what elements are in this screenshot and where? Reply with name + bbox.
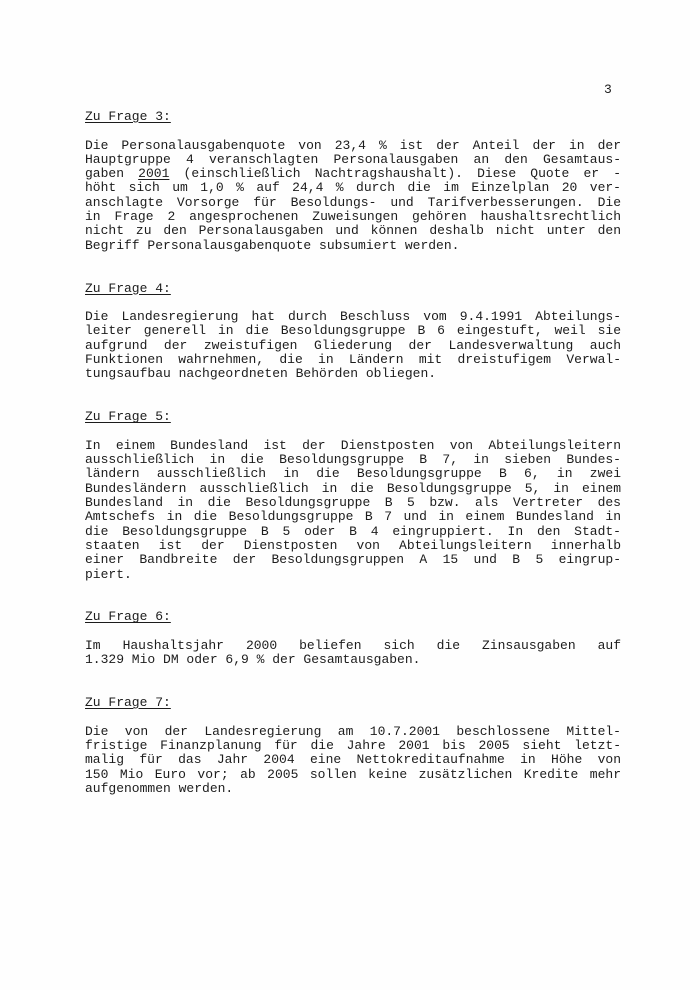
question-heading-text: Zu Frage 3: bbox=[85, 109, 171, 124]
paragraph-line: die Besoldungsgruppe B 5 oder B 4 eingruppiert. In den Stadt- bbox=[85, 523, 621, 539]
paragraph-line: ländern ausschließlich in die Besoldungsgruppe B 6, in zwei bbox=[85, 466, 621, 482]
page-number: 3 bbox=[604, 82, 612, 97]
paragraph-line: Bundesland in die Besoldungsgruppe B 5 bzw. als Vertreter des bbox=[85, 495, 621, 511]
paragraph-line: piert. bbox=[85, 566, 132, 582]
question-heading-text: Zu Frage 7: bbox=[85, 695, 171, 711]
paragraph-line: anschlagte Vorsorge für Besoldungs- und Tarifverbesserungen. Die bbox=[85, 194, 621, 210]
paragraph-line: Die von der Landesregierung am 10.7.2001 beschlossene Mittel- bbox=[85, 723, 621, 739]
answer-paragraph bbox=[85, 639, 621, 668]
answer-paragraph bbox=[85, 439, 621, 582]
paragraph-line: Die Personalausgabenquote von 23,4 % ist der Anteil der in der bbox=[85, 137, 621, 153]
paragraph-line: aufgenommen werden. bbox=[85, 780, 234, 796]
question-section bbox=[85, 282, 621, 382]
answer-paragraph bbox=[85, 139, 621, 253]
paragraph-line: 1.329 Mio DM oder 6,9 % der Gesamtausgaben. bbox=[85, 652, 421, 668]
paragraph-line: staaten ist der Dienstposten von Abteilungsleitern innerhalb bbox=[85, 537, 621, 553]
paragraph-line: tungsaufbau nachgeordneten Behörden obliegen. bbox=[85, 366, 437, 382]
paragraph-line: einer Bandbreite der Besoldungsgruppen A 15 und B 5 eingrup- bbox=[85, 552, 621, 568]
question-heading bbox=[85, 696, 621, 710]
question-heading-text: Zu Frage 5: bbox=[85, 409, 171, 425]
question-section bbox=[85, 696, 621, 796]
document-content bbox=[85, 110, 621, 796]
paragraph-line: Die Landesregierung hat durch Beschluss vom 9.4.1991 Abteilungs- bbox=[85, 309, 621, 325]
paragraph-line: Bundesländern ausschließlich in die Besoldungsgruppe 5, in einem bbox=[85, 480, 621, 496]
paragraph-line: gaben 2001 (einschließlich Nachtragshaushalt). Diese Quote er - bbox=[85, 166, 622, 182]
paragraph-line: aufgrund der zweistufigen Gliederung der Landesverwaltung auch bbox=[85, 337, 621, 353]
paragraph-line: leiter generell in die Besoldungsgruppe B 6 eingestuft, weil sie bbox=[85, 323, 621, 339]
paragraph-line: ausschließlich in die Besoldungsgruppe B 7, in sieben Bundes- bbox=[85, 452, 621, 468]
question-section bbox=[85, 610, 621, 667]
question-heading bbox=[85, 610, 621, 624]
paragraph-line: höht sich um 1,0 % auf 24,4 % durch die im Einzelplan 20 ver- bbox=[85, 180, 621, 196]
paragraph-line: Funktionen wahrnehmen, die in Ländern mit dreistufigem Verwal- bbox=[85, 352, 621, 368]
underlined-text: 2001 bbox=[138, 166, 170, 182]
answer-paragraph bbox=[85, 310, 621, 381]
paragraph-line: 150 Mio Euro vor; ab 2005 sollen keine zusätzlichen Kredite mehr bbox=[85, 766, 621, 782]
question-section bbox=[85, 410, 621, 582]
question-heading bbox=[85, 110, 621, 124]
paragraph-line: Hauptgruppe 4 veranschlagten Personalausgaben an den Gesamtaus- bbox=[85, 151, 621, 167]
answer-paragraph bbox=[85, 725, 621, 796]
question-heading-text: Zu Frage 6: bbox=[85, 609, 171, 625]
paragraph-line: Begriff Personalausgabenquote subsumiert werden. bbox=[85, 237, 460, 253]
paragraph-line: fristige Finanzplanung für die Jahre 2001 bis 2005 sieht letzt- bbox=[85, 738, 621, 754]
paragraph-line: Amtschefs in die Besoldungsgruppe B 7 und in einem Bundesland in bbox=[85, 509, 621, 525]
paragraph-line: In einem Bundesland ist der Dienstposten von Abteilungsleitern bbox=[85, 437, 621, 453]
paragraph-line: Im Haushaltsjahr 2000 beliefen sich die Zinsausgaben auf bbox=[85, 637, 621, 653]
question-heading-text: Zu Frage 4: bbox=[85, 280, 171, 296]
question-heading bbox=[85, 282, 621, 296]
question-heading bbox=[85, 410, 621, 424]
paragraph-line: in Frage 2 angesprochenen Zuweisungen gehören haushaltsrechtlich bbox=[85, 209, 621, 225]
paragraph-line: nicht zu den Personalausgaben und können deshalb nicht unter den bbox=[85, 223, 621, 239]
paragraph-line: malig für das Jahr 2004 eine Nettokreditaufnahme in Höhe von bbox=[85, 752, 621, 768]
question-section bbox=[85, 110, 621, 253]
